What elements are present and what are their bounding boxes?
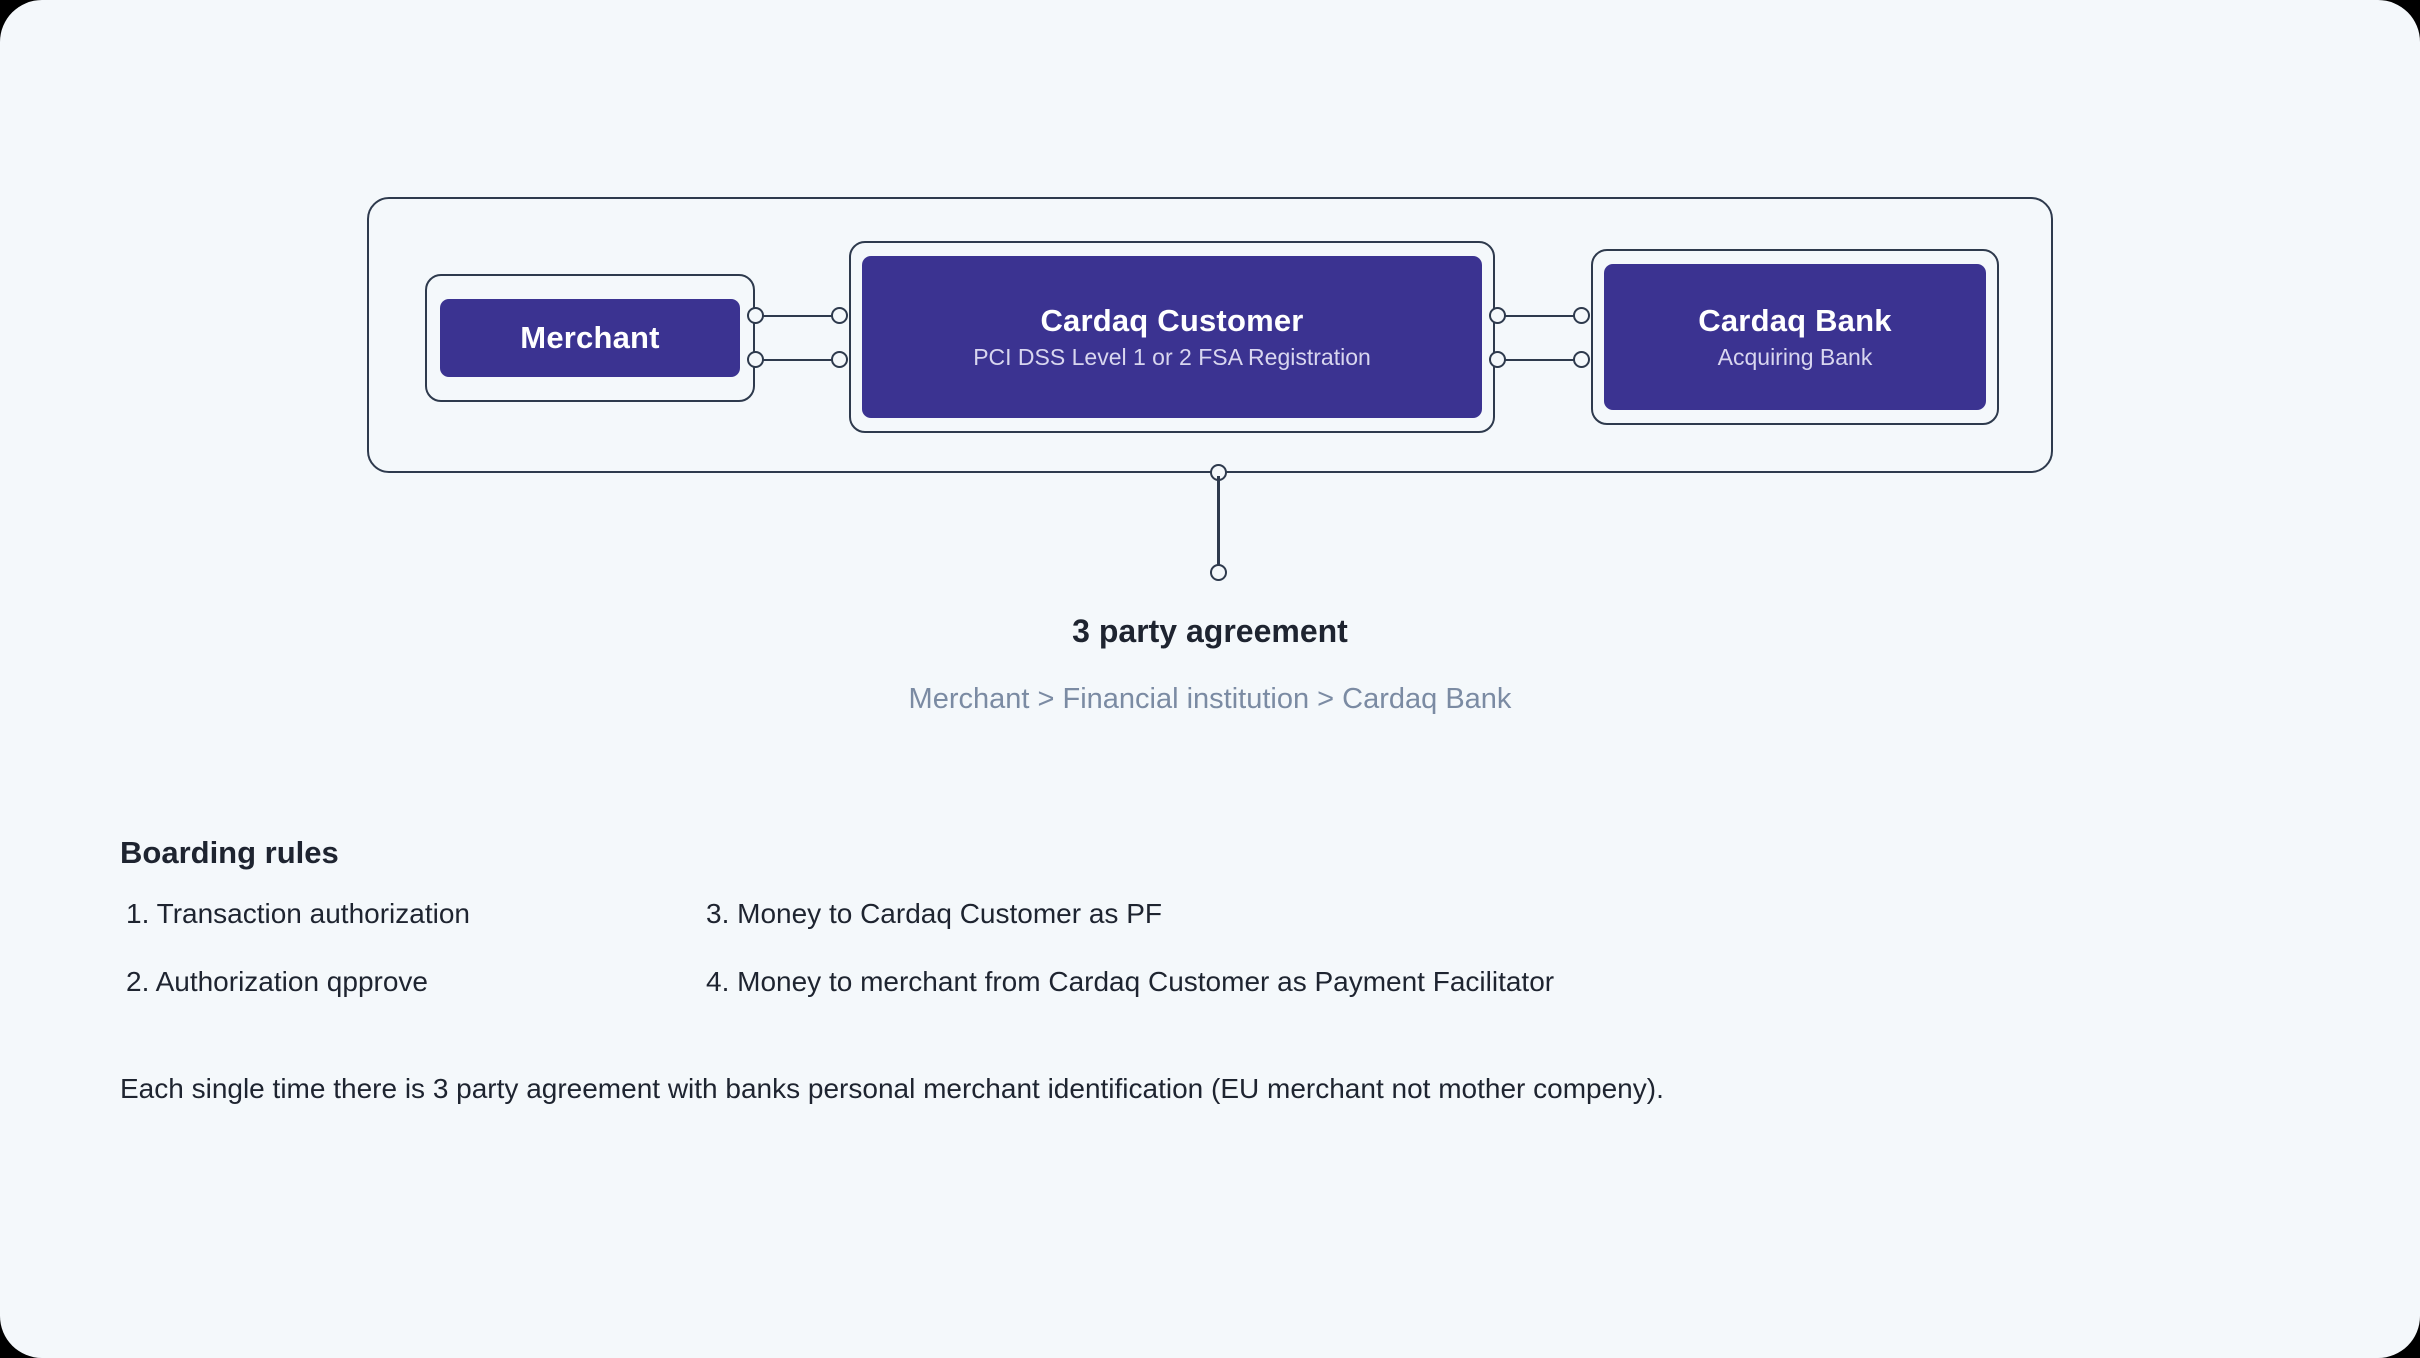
connector-line-bank-top: [1505, 315, 1574, 318]
node-cardaq-bank-body: [1604, 264, 1986, 410]
connector-dot-merchant-bottom: [747, 351, 764, 368]
node-cardaq-bank-subtitle: Acquiring Bank: [1717, 344, 1873, 371]
node-cardaq-customer-subtitle: PCI DSS Level 1 or 2 FSA Registration: [973, 344, 1371, 371]
node-cardaq-bank[interactable]: [1591, 249, 1999, 425]
node-cardaq-bank-title: Cardaq Bank: [1698, 303, 1892, 339]
agreement-stem: [1209, 464, 1229, 584]
three-party-container: [367, 197, 2053, 473]
agreement-title: 3 party agreement: [1072, 613, 1348, 649]
boarding-rule-3: 3. Money to Cardaq Customer as PF: [706, 898, 1162, 929]
agreement-path: Merchant > Financial institution > Cardaq Bank: [908, 683, 1512, 715]
connector-dot-customer-right-top: [1489, 307, 1506, 324]
stem-line: [1217, 476, 1220, 568]
connector-dot-customer-left-bottom: [831, 351, 848, 368]
connector-line-merchant-bottom: [763, 359, 832, 362]
node-merchant-title: Merchant: [520, 320, 660, 356]
boarding-rules-title: Boarding rules: [120, 835, 339, 870]
connector-dot-merchant-top: [747, 307, 764, 324]
node-merchant[interactable]: [425, 274, 755, 402]
connector-line-merchant-top: [763, 315, 832, 318]
node-merchant-body: [440, 299, 740, 377]
connector-line-bank-bottom: [1505, 359, 1574, 362]
node-cardaq-customer[interactable]: [849, 241, 1495, 433]
connector-dot-bank-top: [1573, 307, 1590, 324]
connector-dot-customer-left-top: [831, 307, 848, 324]
connector-dot-bank-bottom: [1573, 351, 1590, 368]
node-cardaq-customer-title: Cardaq Customer: [1040, 303, 1304, 339]
boarding-rule-2: 2. Authorization qpprove: [126, 966, 428, 997]
node-cardaq-customer-body: [862, 256, 1482, 418]
boarding-rule-1: 1. Transaction authorization: [126, 898, 470, 929]
connector-dot-customer-right-bottom: [1489, 351, 1506, 368]
stem-dot-bottom: [1210, 564, 1227, 581]
boarding-note: Each single time there is 3 party agreement with banks personal merchant identification (EU merchant not mother compeny).: [120, 1073, 1664, 1104]
boarding-rule-4: 4. Money to merchant from Cardaq Customer as Payment Facilitator: [706, 966, 1555, 997]
